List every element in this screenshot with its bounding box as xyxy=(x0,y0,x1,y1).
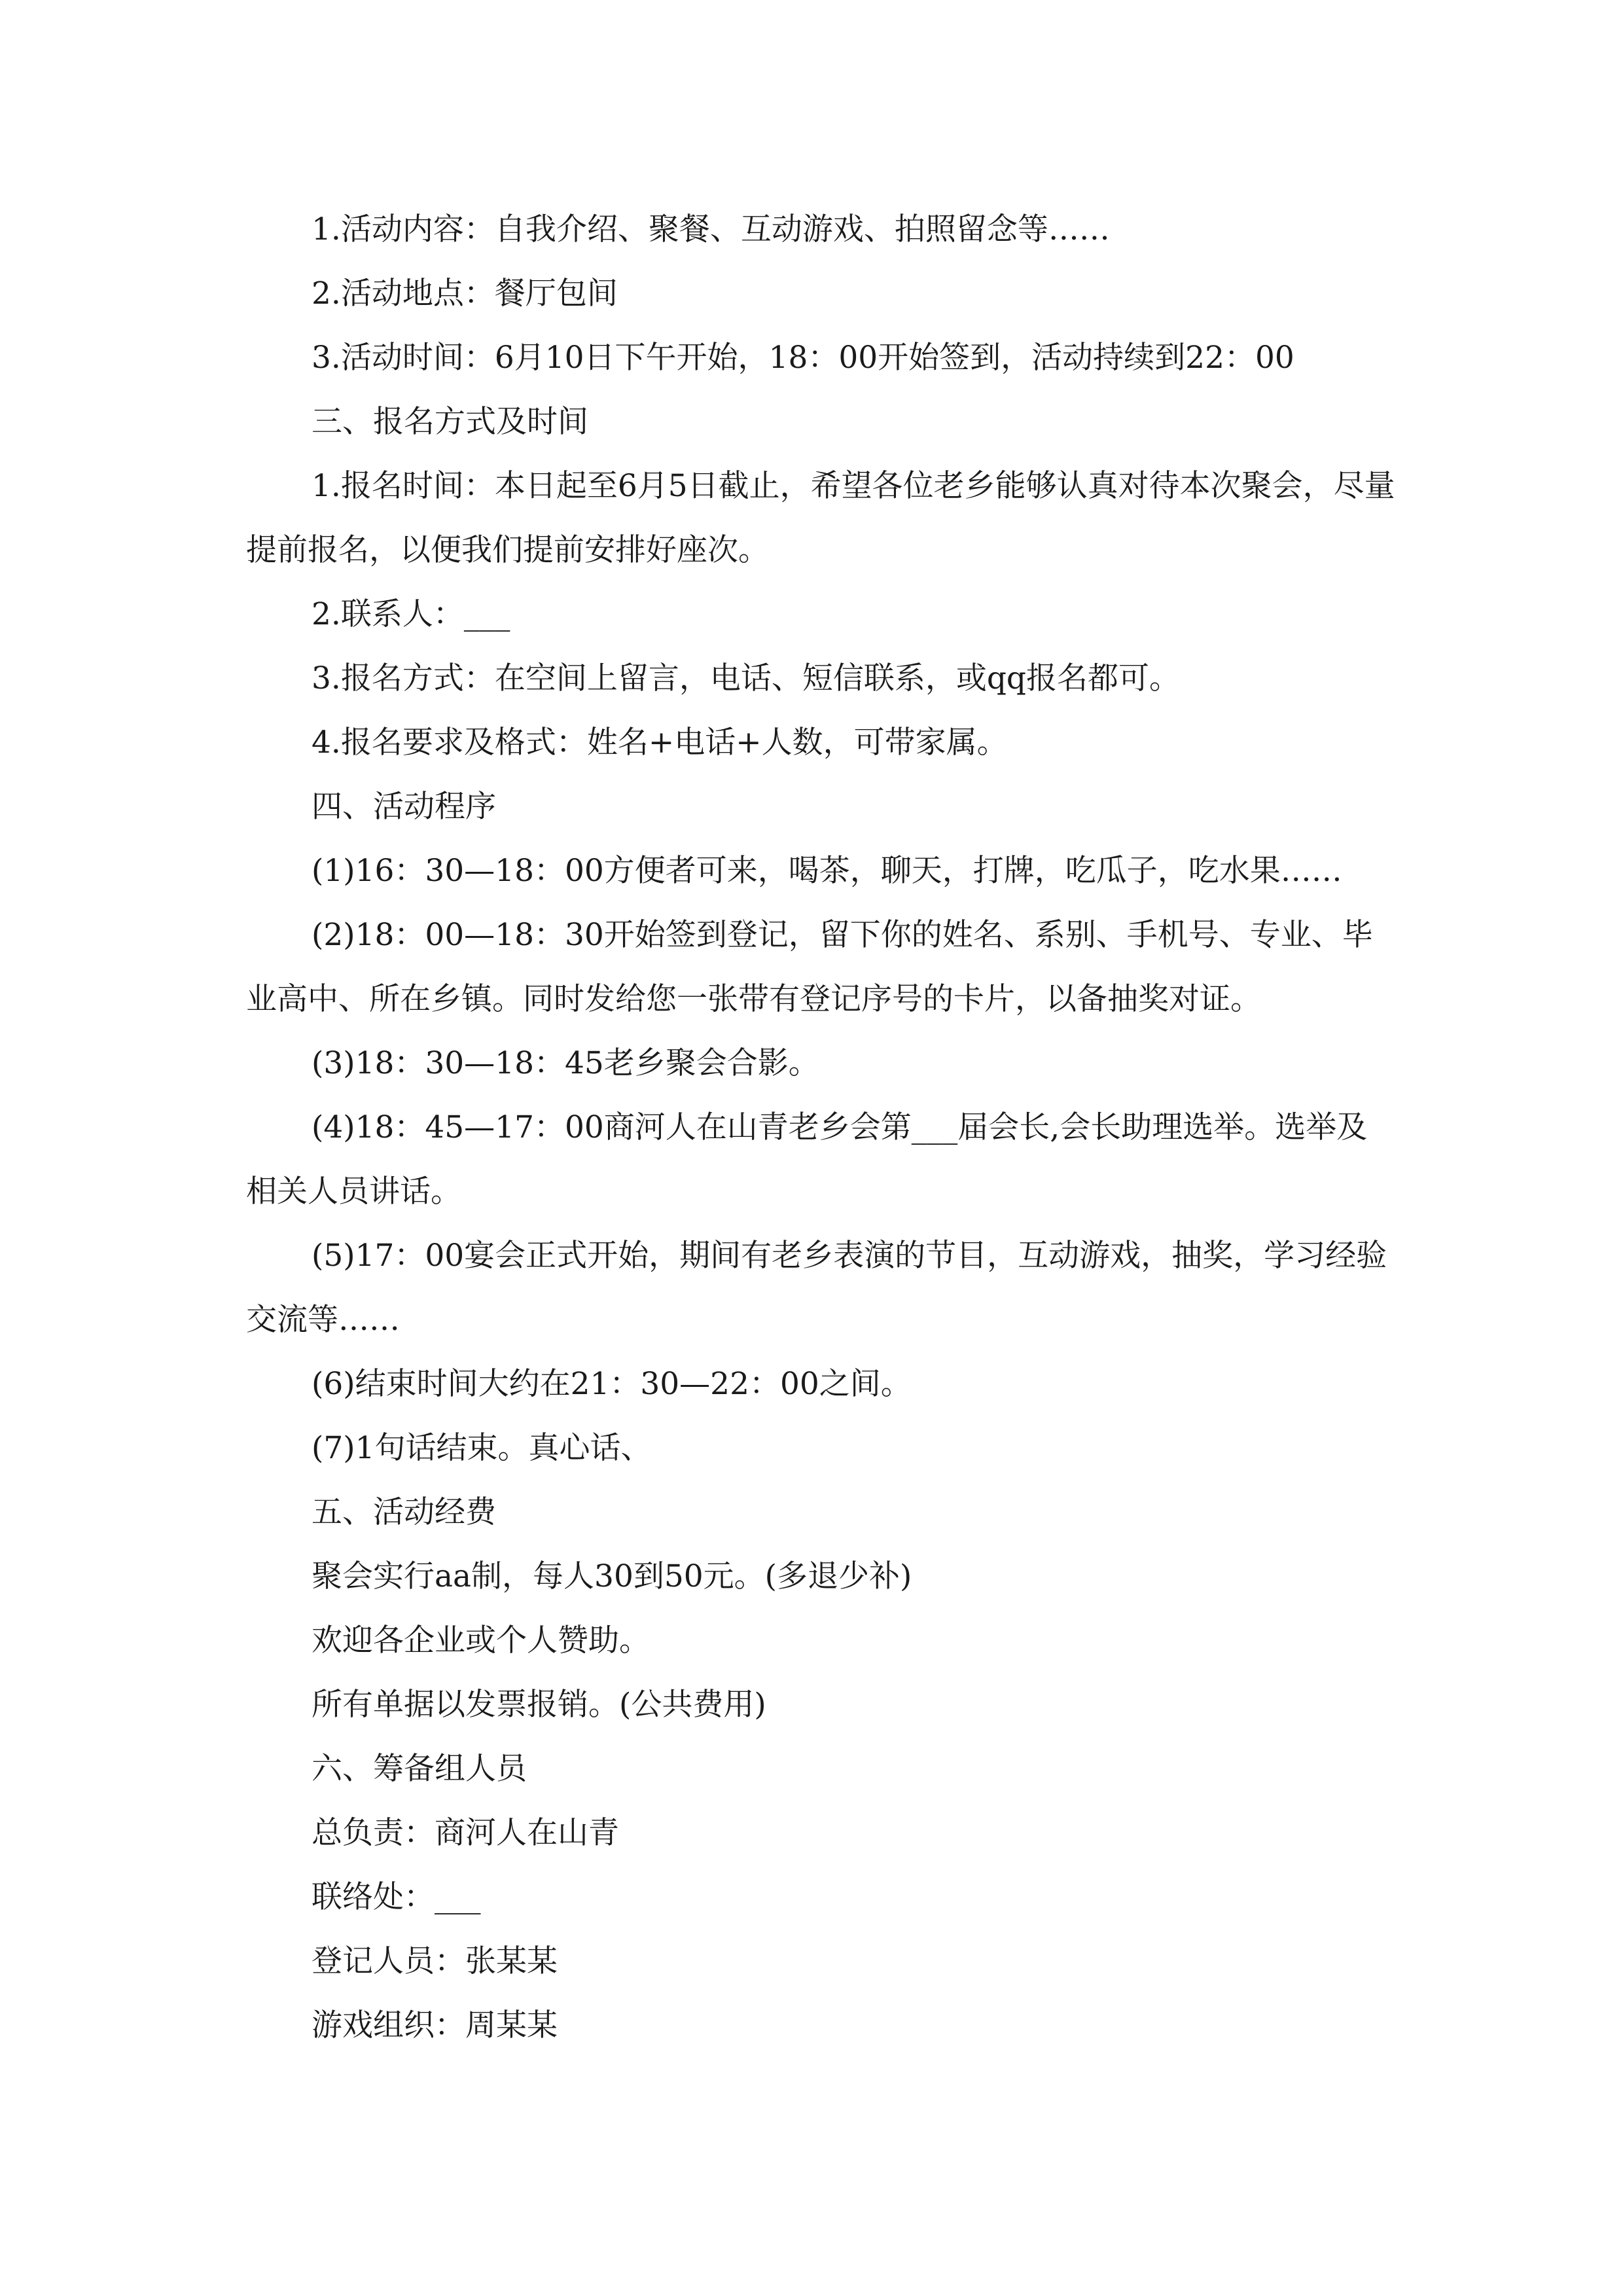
staff-lead-line: 总负责：商河人在山青 xyxy=(312,1815,619,1851)
funding-line-receipts: 所有单据以发票报销。(公共费用) xyxy=(312,1687,766,1723)
contact-person-line: 2.联系人：___ xyxy=(312,596,510,632)
registration-method-line: 3.报名方式：在空间上留言，电话、短信联系，或qq报名都可。 xyxy=(312,660,1181,696)
section-heading-staff: 六、筹备组人员 xyxy=(312,1751,527,1787)
activity-location-line: 2.活动地点：餐厅包间 xyxy=(312,276,618,312)
program-item-3: (3)18：30—18：45老乡聚会合影。 xyxy=(312,1045,819,1081)
funding-line-sponsor: 欢迎各企业或个人赞助。 xyxy=(312,1623,650,1659)
section-heading-program: 四、活动程序 xyxy=(312,789,496,825)
activity-content-line: 1.活动内容：自我介绍、聚餐、互动游戏、拍照留念等…… xyxy=(312,211,1110,247)
staff-games-line: 游戏组织：周某某 xyxy=(312,2007,558,2043)
section-heading-registration: 三、报名方式及时间 xyxy=(312,404,588,440)
funding-line-aa: 聚会实行aa制，每人30到50元。(多退少补) xyxy=(312,1558,912,1594)
program-item-7: (7)1句话结束。真心话、 xyxy=(312,1430,652,1466)
document-body xyxy=(246,198,1398,2058)
program-item-2: (2)18：00—18：30开始签到登记，留下你的姓名、系别、手机号、专业、毕业高中、所在乡镇。同时发给您一张带有登记序号的卡片，以备抽奖对证。 xyxy=(246,917,1373,1017)
program-item-5: (5)17：00宴会正式开始，期间有老乡表演的节目，互动游戏，抽奖，学习经验交流等…… xyxy=(246,1238,1387,1338)
staff-registration-line: 登记人员：张某某 xyxy=(312,1943,558,1979)
program-item-6: (6)结束时间大约在21：30—22：00之间。 xyxy=(312,1366,912,1402)
activity-time-line: 3.活动时间：6月10日下午开始，18：00开始签到，活动持续到22：00 xyxy=(312,340,1294,376)
staff-liaison-line: 联络处：___ xyxy=(312,1879,481,1915)
program-item-4: (4)18：45—17：00商河人在山青老乡会第___届会长,会长助理选举。选举及相关人员讲话。 xyxy=(246,1109,1368,1210)
registration-format-line: 4.报名要求及格式：姓名+电话+人数，可带家属。 xyxy=(312,725,1008,761)
program-item-1: (1)16：30—18：00方便者可来，喝茶，聊天，打牌，吃瓜子，吃水果…… xyxy=(312,853,1342,889)
registration-time-paragraph: 1.报名时间：本日起至6月5日截止，希望各位老乡能够认真对待本次聚会，尽量提前报名，以便我们提前安排好座次。 xyxy=(246,468,1395,568)
section-heading-funding: 五、活动经费 xyxy=(312,1494,496,1530)
